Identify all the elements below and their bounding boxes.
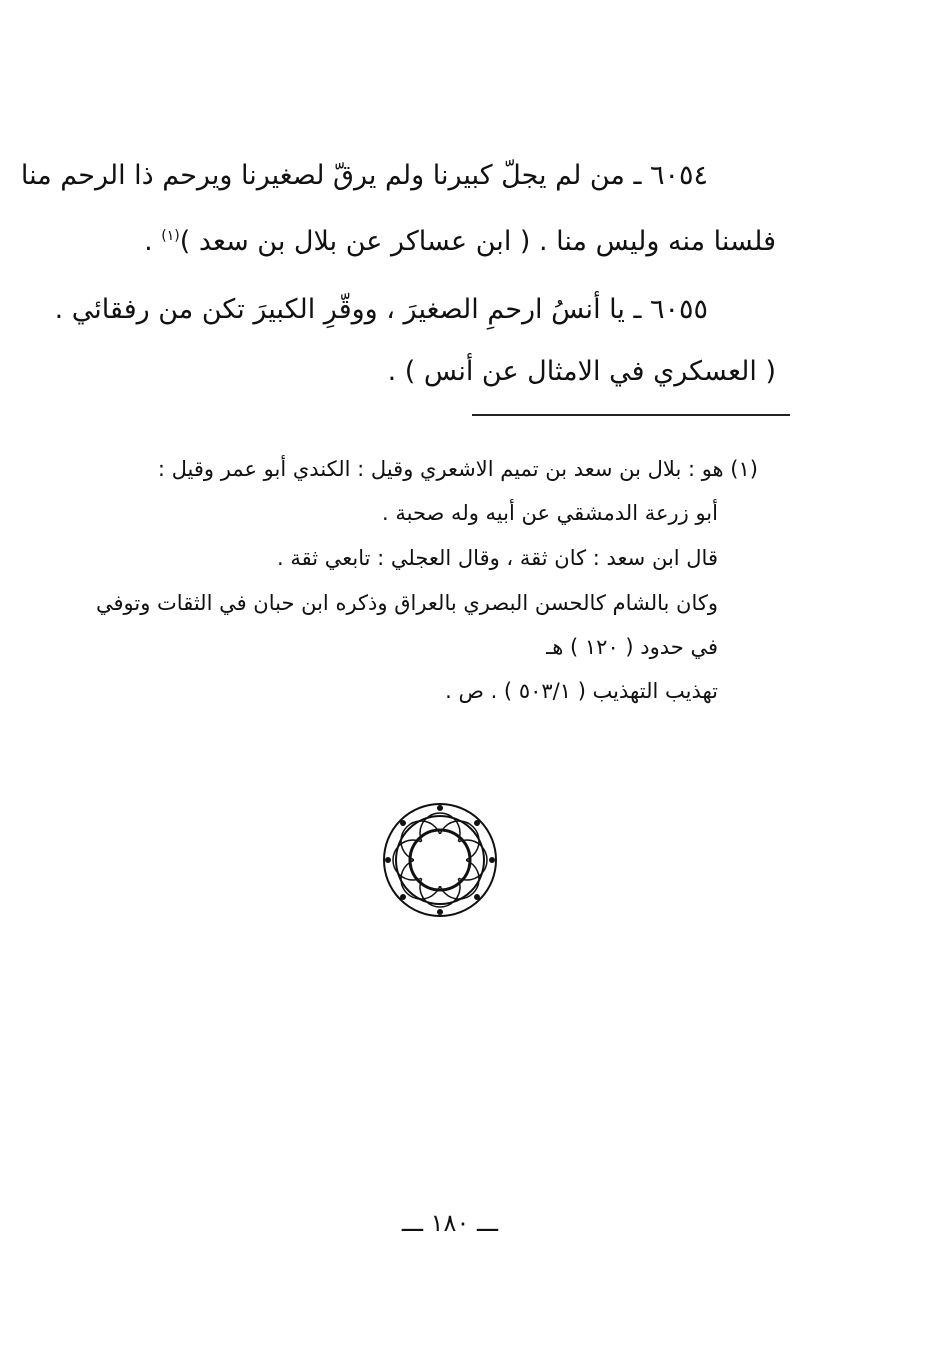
footnote-line-1: (١) هو : بلال بن سعد بن تميم الاشعري وقيل : الكندي أبو عمر وقيل : bbox=[157, 457, 758, 481]
hadith-6054-text: فلسنا منه وليس منا . ( ابن عساكر عن بلال بن سعد ) bbox=[179, 226, 776, 257]
hadith-6054-end: . bbox=[144, 226, 162, 257]
footnote-separator bbox=[472, 414, 790, 416]
footnote-marker: (١) bbox=[161, 228, 180, 244]
hadith-6054-line-1: ٦٠٥٤ ـ من لم يجلّ كبيرنا ولم يرقّ لصغيرنا ويرحم ذا الرحم منا bbox=[20, 160, 708, 191]
footnote-line-5: في حدود ( ١٢٠ ) هـ bbox=[546, 635, 718, 659]
ornament-rosette-icon bbox=[380, 800, 500, 920]
hadith-6055-line-2: ( العسكري في الامثال عن أنس ) . bbox=[387, 356, 776, 387]
footnote-line-6: تهذيب التهذيب ( ٥٠٣/١ ) . ص . bbox=[445, 679, 718, 703]
footnote-line-4: وكان بالشام كالحسن البصري بالعراق وذكره ابن حبان في الثقات وتوفي bbox=[95, 591, 718, 615]
page-number: ـــ ١٨٠ ـــ bbox=[401, 1209, 499, 1237]
footnote-line-3: قال ابن سعد : كان ثقة ، وقال العجلي : تابعي ثقة . bbox=[276, 546, 718, 570]
footnote-line-2: أبو زرعة الدمشقي عن أبيه وله صحبة . bbox=[382, 501, 718, 525]
hadith-6054-line-2 bbox=[144, 218, 776, 260]
hadith-6055-line-1: ٦٠٥٥ ـ يا أنسُ ارحمِ الصغيرَ ، ووقّرِ الكبيرَ تكن من رفقائي . bbox=[54, 294, 708, 325]
